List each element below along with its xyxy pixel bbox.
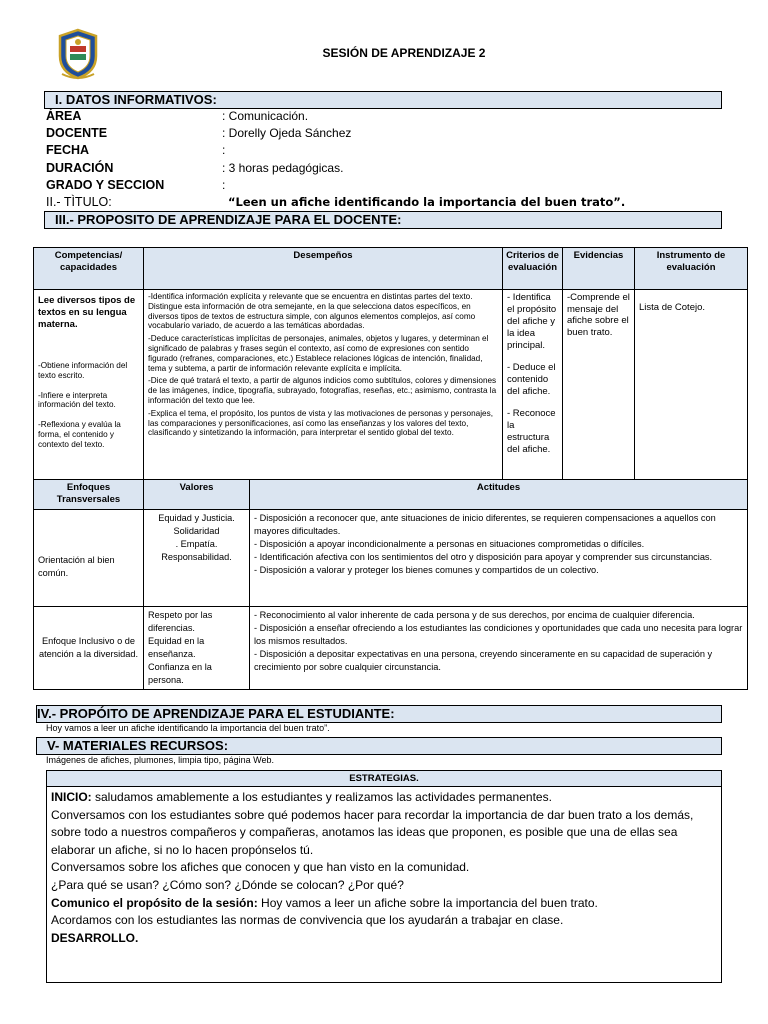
valor-item: Confianza en la persona. [148,662,212,685]
area-value: : Comunicación. [222,109,309,123]
criterio-3: - Reconoce la estructura del afiche. [507,408,556,455]
enfoque-inclusivo: Enfoque Inclusivo o de atención a la diversidad. [34,607,144,690]
enfoques-header: Enfoques Transversales [34,480,144,510]
estrategia-p2: Conversamos sobre los afiches que conocen y que han visto en la comunidad. [51,860,470,875]
desempenos-header: Desempeños [144,248,503,290]
desempeno-4: -Explica el tema, el propósito, los puntos de vista y las motivaciones de personas y personajes, las comparaciones y personificaciones, así como las enseñanzas y los valores del texto, clasificando y sintetizando la información, para interpretar el sentido global del texto. [148,408,493,438]
capacidad-2: -Infiere e interpreta información del texto. [38,390,116,410]
actitud-item: - Disposición a apoyar incondicionalmente a personas en situaciones comprometidas o difíciles. [254,539,645,549]
inicio-text: saludamos amablemente a los estudiantes y realizamos las actividades permanentes. [91,790,552,804]
actitud-item: - Disposición a depositar expectativas en una persona, creyendo sinceramente en su capacidad de superación y crecimiento por sobre cualquier circunstancia. [254,649,713,672]
comunico-label: Comunico el propósito de la sesión: [51,895,258,910]
competencias-table [33,247,748,480]
estrategia-p4: Acordamos con los estudiantes las normas de convivencia que los ayudarán a trabajar en clase. [51,913,564,928]
valor-item: . Empatía. [175,539,218,549]
estrategia-p3: ¿Para qué se usan? ¿Cómo son? ¿Dónde se colocan? ¿Por qué? [51,877,404,892]
desempeno-2: -Deduce características implícitas de personajes, animales, objetos y lugares, y determinan el significado de palabras y frases según el contexto, así como de expresiones con sentido figurado (refranes, comparaciones, etc.) Establece relaciones lógicas de intención, finalidad, tema y subtema, a partir de información relevante explícita e implícita. [148,334,489,373]
grado-label: GRADO Y SECCION [46,178,165,192]
fecha-value: : [222,143,226,157]
competencia-cell [34,290,144,480]
comunico-text: Hoy vamos a leer un afiche sobre la importancia del buen trato. [257,895,598,910]
competencias-header: Competencias/ capacidades [34,248,144,290]
evidencias-cell: -Comprende el mensaje del afiche sobre el buen trato. [563,290,635,480]
instrumento-header: Instrumento de evaluación [635,248,748,290]
grado-value: : [222,178,226,192]
estrategias-heading: ESTRATEGIAS. [47,771,721,787]
actitudes-inclusivo [250,607,748,690]
document-title: SESIÓN DE APRENDIZAJE 2 [322,46,486,60]
proposito-estudiante-text: Hoy vamos a leer un afiche identificando la importancia del buen trato”. [46,723,330,733]
actitud-item: - Reconocimiento al valor inherente de cada persona y de sus derechos, por encima de cualquier diferencia. [254,610,695,620]
docente-label: DOCENTE [46,126,108,140]
datos-informativos-heading: I. DATOS INFORMATIVOS: [44,91,722,109]
proposito-docente-heading: III.- PROPOSITO DE APRENDIZAJE PARA EL DOCENTE: [44,211,722,229]
duracion-label: DURACIÓN [46,161,114,175]
criterios-cell [503,290,563,480]
evidencias-header: Evidencias [563,248,635,290]
duracion-value: : 3 horas pedagógicas. [222,161,344,175]
materiales-text: Imágenes de afiches, plumones, limpia tipo, página Web. [46,755,274,765]
estrategias-box [46,770,722,983]
instrumento-cell: Lista de Cotejo. [635,290,748,480]
desempeno-1: -Identifica información explícita y relevante que se encuentra en distintas partes del texto. Distingue esta información de otra semejante, en la que selecciona datos específicos, en diversos tipos de textos de estructura simple, con algunos elementos complejos, así como vocabulario variado, de acuerdo a las temáticas abordadas. [148,292,476,331]
criterio-1: - Identifica el propósito del afiche y la idea principal. [507,292,557,351]
titulo-value: “Leen un afiche identificando la importancia del buen trato”. [228,195,626,209]
valor-item: Equidad y Justicia. [158,513,235,523]
valor-item: Responsabilidad. [161,552,232,562]
actitud-item: - Disposición a reconocer que, ante situaciones de inicio diferentes, se requieren compensaciones a aquellos con mayores dificultades. [254,513,716,536]
valores-bien-comun [144,510,250,607]
actitudes-header: Actitudes [250,480,748,510]
desarrollo-label: DESARROLLO. [51,930,139,945]
actitud-item: - Identificación afectiva con los sentimientos del otro y disposición para apoyar y comprender sus circunstancias. [254,552,713,562]
estrategias-body [47,787,721,949]
actitud-item: - Disposición a valorar y proteger los bienes comunes y compartidos de un colectivo. [254,565,599,575]
actitud-item: - Disposición a enseñar ofreciendo a los estudiantes las condiciones y oportunidades que cada uno necesita para lograr los mismos resultados. [254,623,743,646]
actitudes-bien-comun [250,510,748,607]
area-label: ÁREA [46,109,82,123]
valor-item: Respeto por las diferencias. [148,610,213,633]
docente-value: : Dorelly Ojeda Sánchez [222,126,352,140]
valores-inclusivo [144,607,250,690]
proposito-estudiante-heading: IV.- PROPÓITO DE APRENDIZAJE PARA EL ESTUDIANTE: [36,705,722,723]
estrategia-p1: Conversamos con los estudiantes sobre qué podemos hacer para recordar la importancia de dar buen trato a los demás, sobre todo a nuestros compañeros y compañeras, anotamos las ideas que proponen, es posible que una de ellas sea elaborar un afiche, si no lo hacen propónselos tú. [51,807,694,857]
desempenos-cell [144,290,503,480]
desempeno-3: -Dice de qué tratará el texto, a partir de algunos indicios como subtítulos, colores y dimensiones de las imágenes, índice, tipografía, subrayado, fotografías, reseñas, etc.; asimismo, contrasta la información del texto que lee. [148,376,497,405]
criterio-2: - Deduce el contenido del afiche. [507,362,556,397]
enfoques-table [33,479,748,690]
capacidad-1: -Obtiene información del texto escrito. [38,361,128,380]
titulo-label: II.- TÌTULO: [46,195,112,209]
enfoque-bien-comun: Orientación al bien común. [34,510,144,607]
valor-item: Solidaridad [173,526,220,536]
valor-item: Equidad en la enseñanza. [148,636,205,659]
fecha-label: FECHA [46,143,90,157]
competencia-text: Lee diversos tipos de textos en su lengua materna. [38,295,136,330]
valores-header: Valores [144,480,250,510]
criterios-header: Criterios de evaluación [503,248,563,290]
inicio-label: INICIO: [51,790,92,804]
capacidad-3: -Reflexiona y evalúa la forma, el contenido y contexto del texto. [38,420,121,449]
materiales-heading: V- MATERIALES RECURSOS: [36,737,722,755]
